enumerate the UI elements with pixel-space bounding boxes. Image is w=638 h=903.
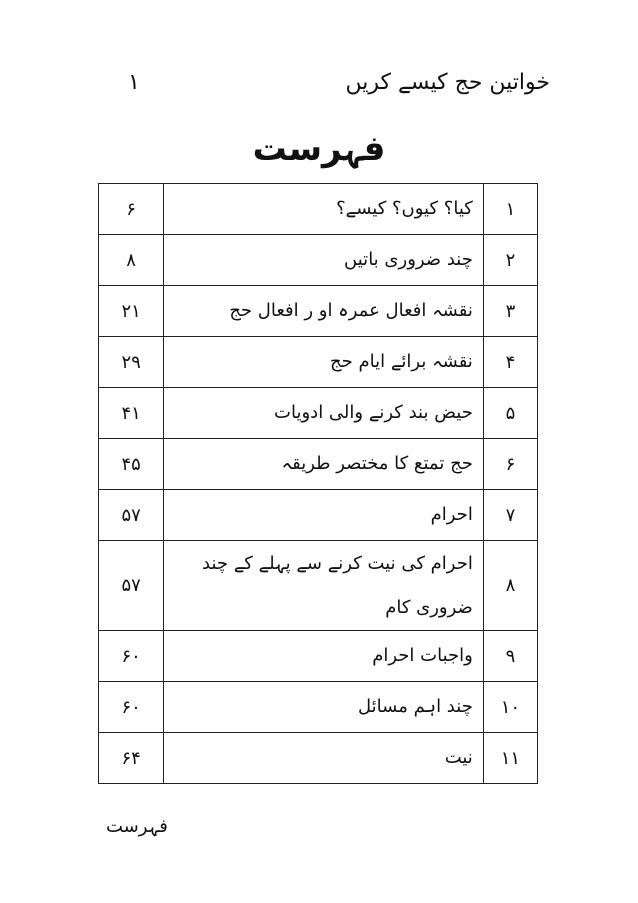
entry-topic: کیا؟ کیوں؟ کیسے؟ xyxy=(164,184,484,235)
entry-number: ۱۰ xyxy=(483,682,537,733)
entry-number: ۴ xyxy=(483,337,537,388)
entry-number: ۷ xyxy=(483,490,537,541)
contents-table xyxy=(98,183,538,784)
entry-page: ۶۰ xyxy=(99,631,164,682)
entry-topic: حج تمتع کا مختصر طریقہ xyxy=(164,439,484,490)
footer-label: فہرست xyxy=(106,816,168,837)
table-row xyxy=(99,439,538,490)
table-row xyxy=(99,682,538,733)
entry-topic: نقشہ برائے ایام حج xyxy=(164,337,484,388)
entry-page: ۸ xyxy=(99,235,164,286)
entry-topic: حیض بند کرنے والی ادویات xyxy=(164,388,484,439)
table-row xyxy=(99,337,538,388)
entry-page: ۴۱ xyxy=(99,388,164,439)
entry-page: ۶۴ xyxy=(99,733,164,784)
table-row xyxy=(99,184,538,235)
entry-topic: چند ضروری باتیں xyxy=(164,235,484,286)
entry-page: ۶۰ xyxy=(99,682,164,733)
entry-number: ۹ xyxy=(483,631,537,682)
table-row xyxy=(99,235,538,286)
entry-page: ۲۱ xyxy=(99,286,164,337)
running-header xyxy=(128,62,550,102)
entry-topic: چند اہم مسائل xyxy=(164,682,484,733)
entry-page: ۴۵ xyxy=(99,439,164,490)
book-title: خواتین حج کیسے کریں xyxy=(345,69,550,95)
entry-topic: نقشہ افعال عمرہ او ر افعال حج xyxy=(164,286,484,337)
entry-number: ۱۱ xyxy=(483,733,537,784)
entry-number: ۶ xyxy=(483,439,537,490)
entry-number: ۲ xyxy=(483,235,537,286)
entry-number: ۳ xyxy=(483,286,537,337)
table-row xyxy=(99,631,538,682)
table-row xyxy=(99,388,538,439)
entry-number: ۱ xyxy=(483,184,537,235)
entry-topic: نیت xyxy=(164,733,484,784)
table-row xyxy=(99,733,538,784)
entry-page: ۶ xyxy=(99,184,164,235)
entry-page: ۲۹ xyxy=(99,337,164,388)
page-title: فہرست xyxy=(252,129,386,169)
entry-number: ۸ xyxy=(483,541,537,631)
table-row xyxy=(99,286,538,337)
entry-number: ۵ xyxy=(483,388,537,439)
entry-page: ۵۷ xyxy=(99,541,164,631)
entry-page: ۵۷ xyxy=(99,490,164,541)
table-row xyxy=(99,541,538,631)
table-row xyxy=(99,490,538,541)
entry-topic: احرام xyxy=(164,490,484,541)
entry-topic: احرام کی نیت کرنے سے پہلے کے چند ضروری کام xyxy=(164,541,484,631)
entry-topic: واجبات احرام xyxy=(164,631,484,682)
page-number: ۱ xyxy=(128,69,140,95)
